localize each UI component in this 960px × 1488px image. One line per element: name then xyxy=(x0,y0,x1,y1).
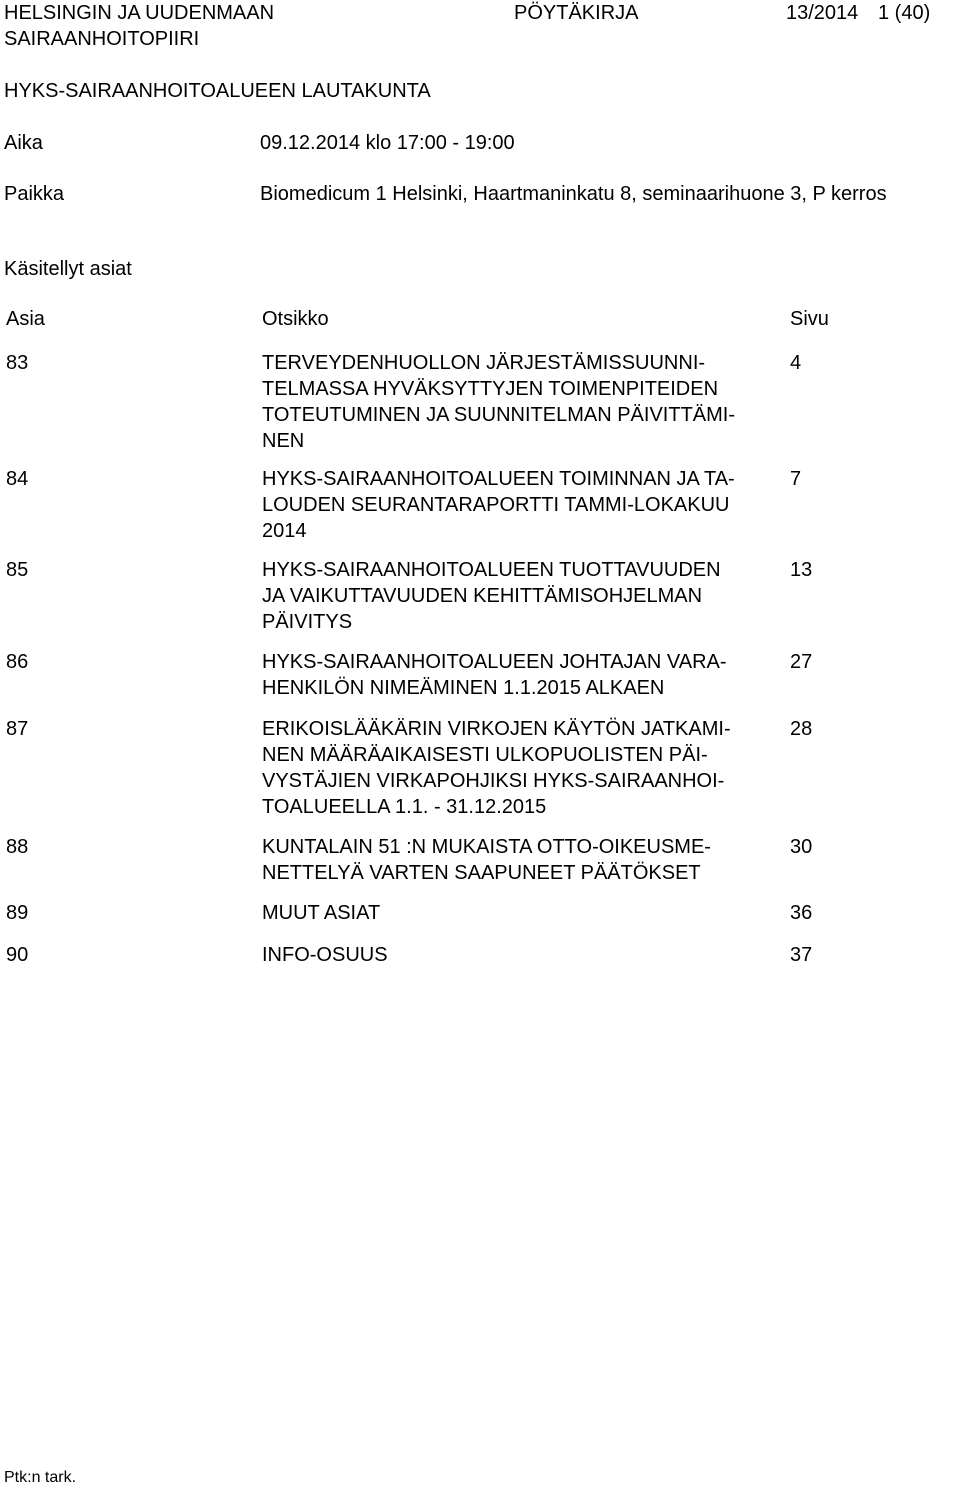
agenda-item-page: 30 xyxy=(790,836,813,858)
agenda-item-page: 4 xyxy=(790,352,802,374)
agenda-item-title xyxy=(262,900,782,926)
agenda-item-title-line: 2014 xyxy=(262,520,307,542)
agenda-item-title-line: NEN xyxy=(262,430,305,452)
agenda-item-title-line: TERVEYDENHUOLLON JÄRJESTÄMISSUUNNI- xyxy=(262,352,706,374)
agenda-item-page: 36 xyxy=(790,902,813,924)
agenda-item-page: 37 xyxy=(790,944,813,966)
agenda-item-title-line: KUNTALAIN 51 :N MUKAISTA OTTO-OIKEUSME- xyxy=(262,836,711,858)
committee-name: HYKS-SAIRAANHOITOALUEEN LAUTAKUNTA xyxy=(4,80,431,102)
page-indicator: 1 (40) xyxy=(878,2,931,24)
footer-initials-note: Ptk:n tark. xyxy=(4,1469,77,1486)
agenda-item-title-line: HYKS-SAIRAANHOITOALUEEN JOHTAJAN VARA- xyxy=(262,651,727,673)
agenda-item-title-line: VYSTÄJIEN VIRKAPOHJIKSI HYKS-SAIRAANHOI- xyxy=(262,770,725,792)
agenda-item-number: 86 xyxy=(6,651,29,673)
agenda-item-page: 13 xyxy=(790,559,813,581)
place-label: Paikka xyxy=(4,183,65,205)
agenda-item-page: 28 xyxy=(790,718,813,740)
agenda-item-title xyxy=(262,557,782,635)
organization-line-2: SAIRAANHOITOPIIRI xyxy=(4,28,200,50)
agenda-item-title-line: NETTELYÄ VARTEN SAAPUNEET PÄÄTÖKSET xyxy=(262,862,701,884)
agenda-item-title xyxy=(262,649,782,701)
agenda-item-number: 90 xyxy=(6,944,29,966)
agenda-item-number: 83 xyxy=(6,352,29,374)
agenda-item-title-line: JA VAIKUTTAVUUDEN KEHITTÄMISOHJELMAN xyxy=(262,585,703,607)
agenda-item-title xyxy=(262,942,782,968)
agenda-item-number: 85 xyxy=(6,559,29,581)
agenda-item-title-line: MUUT ASIAT xyxy=(262,902,381,924)
time-label: Aika xyxy=(4,132,43,154)
organization-line-1: HELSINGIN JA UUDENMAAN xyxy=(4,2,275,24)
agenda-item-number: 88 xyxy=(6,836,29,858)
organization-name xyxy=(4,0,274,52)
agenda-item-page: 7 xyxy=(790,468,802,490)
agenda-item-title xyxy=(262,716,782,820)
document-type: PÖYTÄKIRJA xyxy=(514,2,639,24)
column-header-number: Asia xyxy=(6,308,45,330)
time-value: 09.12.2014 klo 17:00 - 19:00 xyxy=(260,132,515,154)
agenda-item-title-line: PÄIVITYS xyxy=(262,611,353,633)
agenda-item-title-line: HYKS-SAIRAANHOITOALUEEN TUOTTAVUUDEN xyxy=(262,559,721,581)
agenda-item-title-line: TOALUEELLA 1.1. - 31.12.2015 xyxy=(262,796,547,818)
column-header-title: Otsikko xyxy=(262,308,329,330)
agenda-item-title-line: HENKILÖN NIMEÄMINEN 1.1.2015 ALKAEN xyxy=(262,677,665,699)
agenda-item-title-line: LOUDEN SEURANTARAPORTTI TAMMI-LOKAKUU xyxy=(262,494,730,516)
agenda-item-title-line: TOTEUTUMINEN JA SUUNNITELMAN PÄIVITTÄMI- xyxy=(262,404,735,426)
agenda-item-number: 84 xyxy=(6,468,29,490)
agenda-item-title xyxy=(262,466,782,544)
agenda-item-title-line: NEN MÄÄRÄAIKAISESTI ULKOPUOLISTEN PÄI- xyxy=(262,744,708,766)
agenda-item-title xyxy=(262,350,782,454)
place-value: Biomedicum 1 Helsinki, Haartmaninkatu 8, seminaarihuone 3, P kerros xyxy=(260,183,887,205)
agenda-item-number: 87 xyxy=(6,718,29,740)
column-header-page: Sivu xyxy=(790,308,829,330)
agenda-item-title-line: TELMASSA HYVÄKSYTTYJEN TOIMENPITEIDEN xyxy=(262,378,719,400)
section-title: Käsitellyt asiat xyxy=(4,258,132,280)
agenda-item-page: 27 xyxy=(790,651,813,673)
agenda-item-title xyxy=(262,834,782,886)
agenda-item-title-line: HYKS-SAIRAANHOITOALUEEN TOIMINNAN JA TA- xyxy=(262,468,735,490)
agenda-item-number: 89 xyxy=(6,902,29,924)
agenda-item-title-line: ERIKOISLÄÄKÄRIN VIRKOJEN KÄYTÖN JATKAMI- xyxy=(262,718,731,740)
agenda-item-title-line: INFO-OSUUS xyxy=(262,944,388,966)
document-number: 13/2014 xyxy=(786,2,859,24)
